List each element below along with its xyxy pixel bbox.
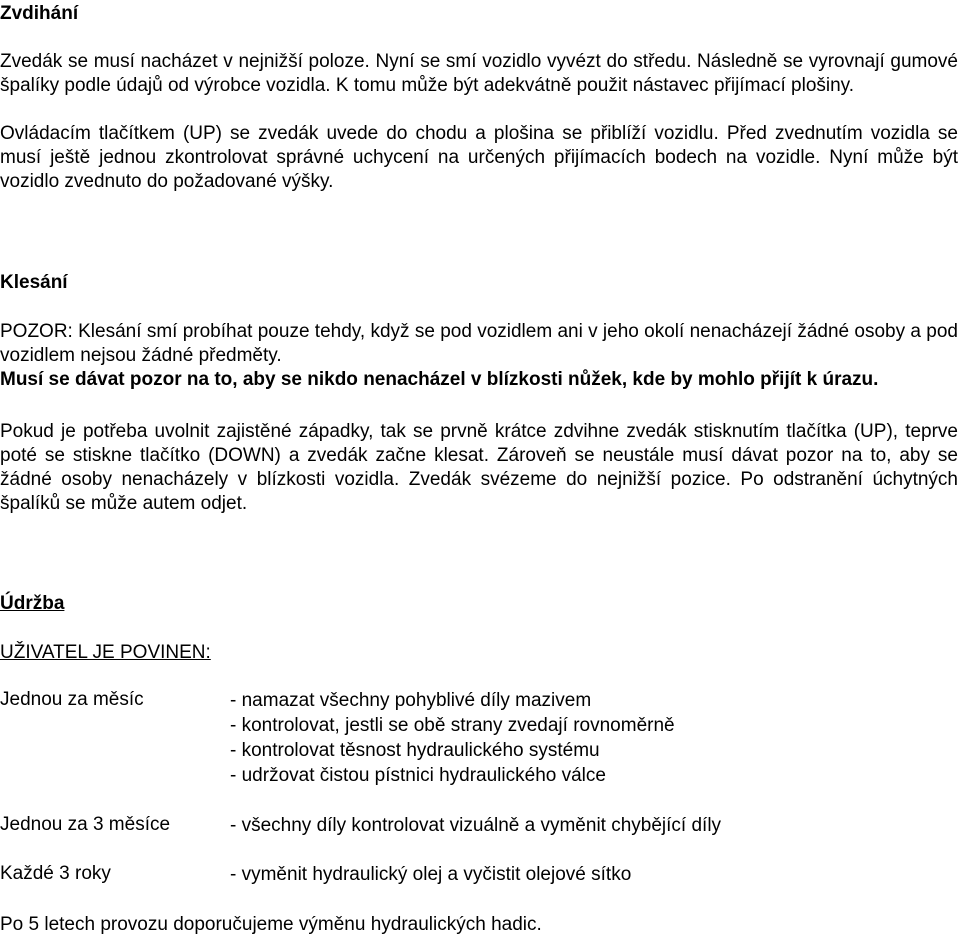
schedule-task: - namazat všechny pohyblivé díly mazivem <box>230 690 592 711</box>
schedule-interval: Jednou za 3 měsíce <box>0 814 171 835</box>
section-title-lowering: Klesání <box>0 272 68 293</box>
schedule-task: - vyměnit hydraulický olej a vyčistit olejové sítko <box>230 864 632 885</box>
schedule-task-list <box>230 862 631 887</box>
schedule-task-list <box>230 813 721 838</box>
schedule-task: - kontrolovat těsnost hydraulického systému <box>230 740 600 761</box>
maintenance-note: Po 5 letech provozu doporučujeme výměnu hydraulických hadic. <box>0 914 542 935</box>
schedule-task-list <box>230 688 675 788</box>
lowering-bold-warning: Musí se dávat pozor na to, aby se nikdo nenacházel v blízkosti nůžek, kde by mohlo přijít k úrazu. <box>0 369 879 390</box>
lowering-warning: POZOR: Klesání smí probíhat pouze tehdy, když se pod vozidlem ani v jeho okolí nenacházejí žádné osoby a pod vozidlem nejsou žádné předměty. <box>0 321 958 366</box>
schedule-task: - udržovat čistou pístnici hydraulického válce <box>230 765 606 786</box>
lowering-instructions: Pokud je potřeba uvolnit zajistěné západky, tak se prvně krátce zdvihne zvedák stisknutím tlačítka (UP), teprve poté se stiskne tlačítko (DOWN) a zvedák začne klesat. Zároveň se neustále musí dávat pozor na to, aby se žádné osoby nenacházely v blízkosti vozidla. Zvedák svézeme do nejnižší pozice. Po odstranění úchytných špalíků se může autem odjet. <box>0 421 958 514</box>
lifting-paragraph-2: Ovládacím tlačítkem (UP) se zvedák uvede do chodu a plošina se přiblíží vozidlu. Před zvednutím vozidla se musí ještě jednou zkontrolovat správné uchycení na určených přijímacích bodech na vozidle. Nyní může být vozidlo zvednuto do požadované výšky. <box>0 123 958 192</box>
section-title-lifting: Zvdihání <box>0 3 79 24</box>
schedule-task: - všechny díly kontrolovat vizuálně a vyměnit chybějící díly <box>230 815 722 836</box>
section-title-maintenance: Údržba <box>0 593 65 614</box>
schedule-interval: Každé 3 roky <box>0 863 111 884</box>
schedule-task: - kontrolovat, jestli se obě strany zvedají rovnoměrně <box>230 715 675 736</box>
schedule-interval: Jednou za měsíc <box>0 689 144 710</box>
lifting-paragraph-1: Zvedák se musí nacházet v nejnižší poloze. Nyní se smí vozidlo vyvézt do středu. Následně se vyrovnají gumové špalíky podle údajů od výrobce vozidla. K tomu může být adekvátně použit nástavec přijímací plošiny. <box>0 51 958 96</box>
maintenance-subtitle: UŽIVATEL JE POVINEN: <box>0 642 211 663</box>
